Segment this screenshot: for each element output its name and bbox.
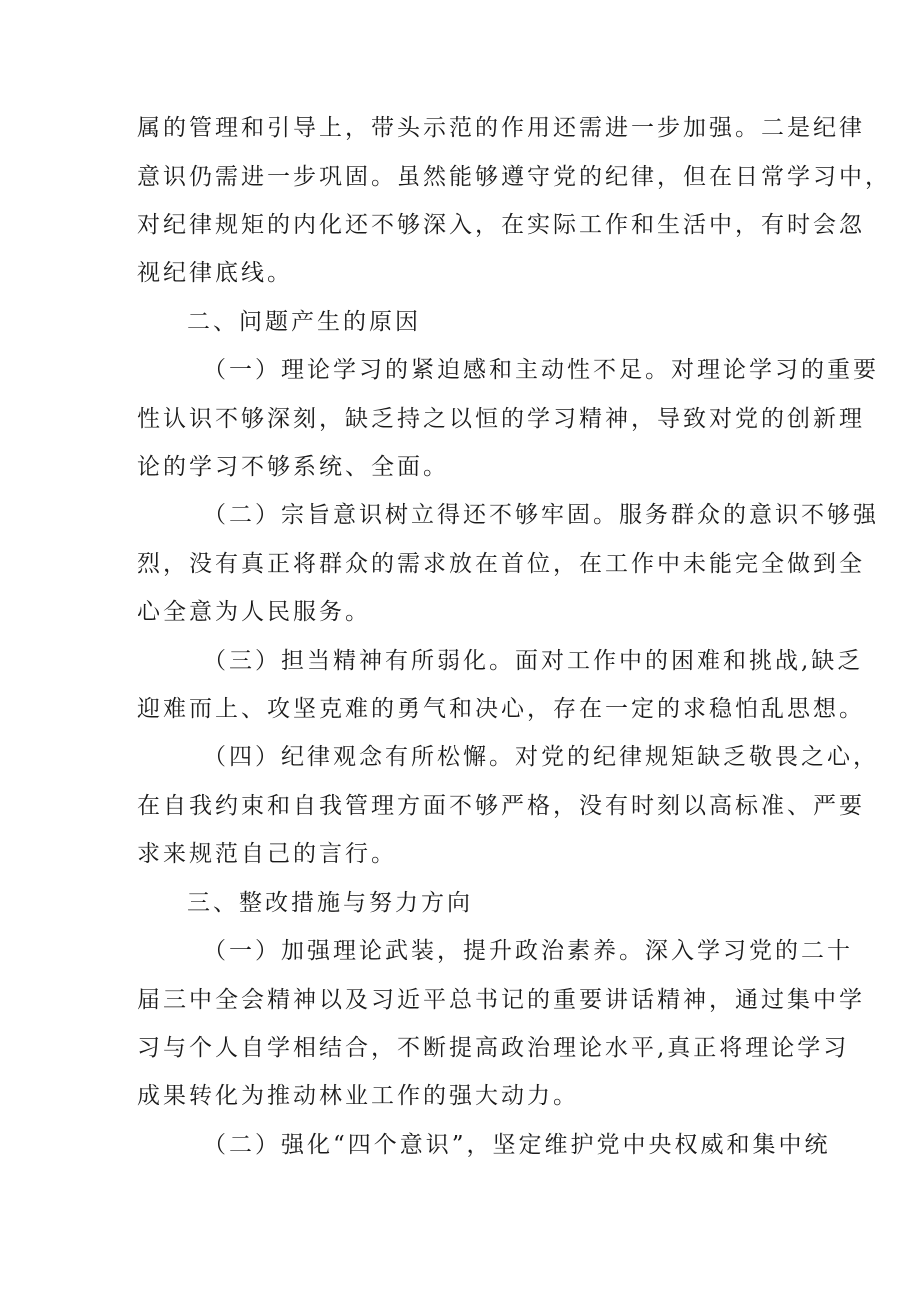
paragraph-first-line: （四）纪律观念有所松懈。对党的纪律规矩缺乏敬畏之心， xyxy=(203,744,879,770)
body-line: 论的学习不够系统、全面。 xyxy=(137,454,449,480)
body-line: 习与个人自学相结合，不断提高政治理论水平,真正将理论学习 xyxy=(137,1035,850,1061)
body-line: 属的管理和引导上，带头示范的作用还需进一步加强。二是纪律 xyxy=(137,115,865,141)
body-line: 意识仍需进一步巩固。虽然能够遵守党的纪律，但在日常学习中， xyxy=(137,164,891,190)
paragraph-first-line: （一）理论学习的紧迫感和主动性不足。对理论学习的重要 xyxy=(203,357,879,383)
body-line: 在自我约束和自我管理方面不够严格，没有时刻以高标准、严要 xyxy=(137,793,865,819)
paragraph-first-line: （三）担当精神有所弱化。面对工作中的困难和挑战,缺乏 xyxy=(203,648,864,674)
body-line: 求来规范自己的言行。 xyxy=(137,841,397,867)
body-line: 心全意为人民服务。 xyxy=(137,599,371,625)
paragraph-first-line: （一）加强理论武装，提升政治素养。深入学习党的二十 xyxy=(203,938,853,964)
body-line: 迎难而上、攻坚克难的勇气和决心，存在一定的求稳怕乱思想。 xyxy=(137,696,865,722)
paragraph-first-line: （二）宗旨意识树立得还不够牢固。服务群众的意识不够强 xyxy=(203,502,879,528)
section-heading: 二、问题产生的原因 xyxy=(187,309,421,335)
body-line: 对纪律规矩的内化还不够深入，在实际工作和生活中，有时会忽 xyxy=(137,212,865,238)
body-line: 烈，没有真正将群众的需求放在首位，在工作中未能完全做到全 xyxy=(137,551,865,577)
paragraph-first-line: （二）强化“四个意识”，坚定维护党中央权威和集中统 xyxy=(203,1132,831,1158)
body-line: 成果转化为推动林业工作的强大动力。 xyxy=(137,1083,579,1109)
body-line: 视纪律底线。 xyxy=(137,260,293,286)
body-line: 届三中全会精神以及习近平总书记的重要讲话精神，通过集中学 xyxy=(137,987,865,1013)
section-heading: 三、整改措施与努力方向 xyxy=(187,890,473,916)
body-line: 性认识不够深刻，缺乏持之以恒的学习精神，导致对党的创新理 xyxy=(137,406,865,432)
